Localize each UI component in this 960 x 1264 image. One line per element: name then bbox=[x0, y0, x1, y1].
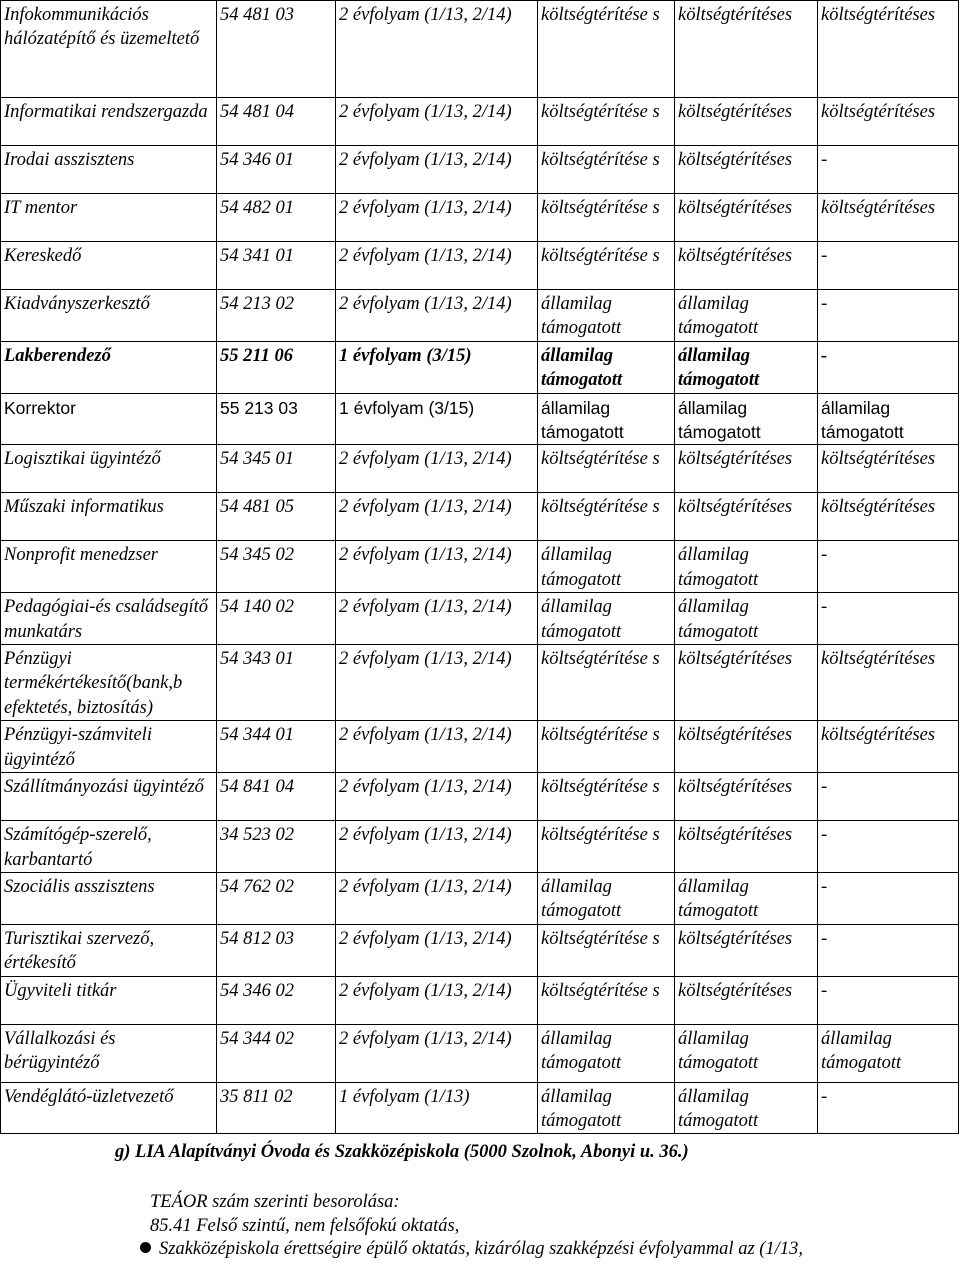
table-row bbox=[1, 821, 959, 873]
table-row bbox=[1, 393, 959, 445]
funding-col6-cell: költségtérítéses bbox=[818, 194, 959, 242]
course-code-cell: 54 213 02 bbox=[217, 290, 336, 342]
funding-col5-cell: költségtérítéses bbox=[675, 194, 818, 242]
course-name-cell: Korrektor bbox=[1, 393, 217, 445]
funding-col4-cell: államilag támogatott bbox=[538, 1082, 675, 1134]
funding-col6-cell: - bbox=[818, 242, 959, 290]
course-code-cell: 54 812 03 bbox=[217, 924, 336, 976]
table-row bbox=[1, 541, 959, 593]
funding-col6-cell: - bbox=[818, 541, 959, 593]
duration-cell: 2 évfolyam (1/13, 2/14) bbox=[336, 721, 538, 773]
bullet-item bbox=[140, 1239, 803, 1260]
funding-col4-cell: államilag támogatott bbox=[538, 1024, 675, 1082]
funding-col6-cell: államilag támogatott bbox=[818, 393, 959, 445]
funding-col4-cell: költségtérítése s bbox=[538, 721, 675, 773]
duration-cell: 2 évfolyam (1/13, 2/14) bbox=[336, 541, 538, 593]
funding-col5-cell: államilag támogatott bbox=[675, 541, 818, 593]
funding-col5-cell: költségtérítéses bbox=[675, 773, 818, 821]
table-row bbox=[1, 493, 959, 541]
course-name-cell: Szállítmányozási ügyintéző bbox=[1, 773, 217, 821]
course-code-cell: 54 841 04 bbox=[217, 773, 336, 821]
funding-col6-cell: költségtérítéses bbox=[818, 98, 959, 146]
funding-col4-cell: költségtérítése s bbox=[538, 773, 675, 821]
funding-col6-cell: - bbox=[818, 290, 959, 342]
funding-col4-cell: költségtérítése s bbox=[538, 194, 675, 242]
course-name-cell: Ügyviteli titkár bbox=[1, 976, 217, 1024]
funding-col6-cell: - bbox=[818, 821, 959, 873]
funding-col5-cell: költségtérítéses bbox=[675, 445, 818, 493]
table-row bbox=[1, 976, 959, 1024]
table-row bbox=[1, 773, 959, 821]
funding-col5-cell: államilag támogatott bbox=[675, 290, 818, 342]
course-name-cell: IT mentor bbox=[1, 194, 217, 242]
funding-col6-cell: költségtérítéses bbox=[818, 645, 959, 721]
funding-col4-cell: költségtérítése s bbox=[538, 645, 675, 721]
duration-cell: 1 évfolyam (3/15) bbox=[336, 393, 538, 445]
duration-cell: 1 évfolyam (3/15) bbox=[336, 341, 538, 393]
course-code-cell: 54 346 01 bbox=[217, 146, 336, 194]
funding-col6-cell: költségtérítéses bbox=[818, 445, 959, 493]
funding-col5-cell: államilag támogatott bbox=[675, 872, 818, 924]
funding-col6-cell: - bbox=[818, 924, 959, 976]
funding-col5-cell: költségtérítéses bbox=[675, 146, 818, 194]
funding-col4-cell: költségtérítése s bbox=[538, 821, 675, 873]
duration-cell: 1 évfolyam (1/13) bbox=[336, 1082, 538, 1134]
funding-col4-cell: államilag támogatott bbox=[538, 541, 675, 593]
funding-col6-cell: - bbox=[818, 976, 959, 1024]
table-row bbox=[1, 445, 959, 493]
duration-cell: 2 évfolyam (1/13, 2/14) bbox=[336, 593, 538, 645]
duration-cell: 2 évfolyam (1/13, 2/14) bbox=[336, 773, 538, 821]
course-code-cell: 54 344 01 bbox=[217, 721, 336, 773]
duration-cell: 2 évfolyam (1/13, 2/14) bbox=[336, 1, 538, 98]
course-code-cell: 54 344 02 bbox=[217, 1024, 336, 1082]
funding-col4-cell: költségtérítése s bbox=[538, 976, 675, 1024]
funding-col6-cell: költségtérítéses bbox=[818, 493, 959, 541]
table-row bbox=[1, 146, 959, 194]
table-row bbox=[1, 290, 959, 342]
duration-cell: 2 évfolyam (1/13, 2/14) bbox=[336, 924, 538, 976]
course-code-cell: 54 345 02 bbox=[217, 541, 336, 593]
funding-col5-cell: államilag támogatott bbox=[675, 1024, 818, 1082]
funding-col6-cell: - bbox=[818, 146, 959, 194]
duration-cell: 2 évfolyam (1/13, 2/14) bbox=[336, 98, 538, 146]
table-row bbox=[1, 924, 959, 976]
bullet-text: Szakközépiskola érettségire épülő oktatás, kizárólag szakképzési évfolyammal az (1/13, bbox=[159, 1239, 803, 1259]
course-code-cell: 54 481 03 bbox=[217, 1, 336, 98]
funding-col4-cell: költségtérítése s bbox=[538, 242, 675, 290]
funding-col5-cell: költségtérítéses bbox=[675, 645, 818, 721]
duration-cell: 2 évfolyam (1/13, 2/14) bbox=[336, 872, 538, 924]
funding-col5-cell: államilag támogatott bbox=[675, 341, 818, 393]
funding-col6-cell: - bbox=[818, 872, 959, 924]
course-name-cell: Pénzügyi termékértékesítő(bank,b efektetés, biztosítás) bbox=[1, 645, 217, 721]
course-name-cell: Szociális asszisztens bbox=[1, 872, 217, 924]
duration-cell: 2 évfolyam (1/13, 2/14) bbox=[336, 146, 538, 194]
course-code-cell: 54 343 01 bbox=[217, 645, 336, 721]
table-row bbox=[1, 242, 959, 290]
funding-col6-cell: - bbox=[818, 593, 959, 645]
table-row bbox=[1, 98, 959, 146]
course-code-cell: 35 811 02 bbox=[217, 1082, 336, 1134]
course-name-cell: Infokommunikációs hálózatépítő és üzemeltető bbox=[1, 1, 217, 98]
course-name-cell: Pénzügyi-számviteli ügyintéző bbox=[1, 721, 217, 773]
table-row bbox=[1, 1082, 959, 1134]
table-row bbox=[1, 194, 959, 242]
funding-col4-cell: államilag támogatott bbox=[538, 341, 675, 393]
course-code-cell: 54 762 02 bbox=[217, 872, 336, 924]
course-code-cell: 54 482 01 bbox=[217, 194, 336, 242]
funding-col5-cell: költségtérítéses bbox=[675, 721, 818, 773]
table-row bbox=[1, 645, 959, 721]
funding-col6-cell: államilag támogatott bbox=[818, 1024, 959, 1082]
duration-cell: 2 évfolyam (1/13, 2/14) bbox=[336, 493, 538, 541]
training-table-body bbox=[1, 1, 959, 1134]
duration-cell: 2 évfolyam (1/13, 2/14) bbox=[336, 976, 538, 1024]
course-name-cell: Irodai asszisztens bbox=[1, 146, 217, 194]
section-title: g) LIA Alapítványi Óvoda és Szakközépiskola (5000 Szolnok, Abonyi u. 36.) bbox=[115, 1142, 689, 1162]
table-row bbox=[1, 721, 959, 773]
funding-col4-cell: költségtérítése s bbox=[538, 1, 675, 98]
funding-col6-cell: - bbox=[818, 773, 959, 821]
duration-cell: 2 évfolyam (1/13, 2/14) bbox=[336, 194, 538, 242]
course-code-cell: 54 481 05 bbox=[217, 493, 336, 541]
course-name-cell: Kereskedő bbox=[1, 242, 217, 290]
funding-col4-cell: államilag támogatott bbox=[538, 593, 675, 645]
funding-col4-cell: költségtérítése s bbox=[538, 98, 675, 146]
course-code-cell: 55 213 03 bbox=[217, 393, 336, 445]
course-code-cell: 54 341 01 bbox=[217, 242, 336, 290]
course-name-cell: Számítógép-szerelő, karbantartó bbox=[1, 821, 217, 873]
course-code-cell: 55 211 06 bbox=[217, 341, 336, 393]
course-name-cell: Vállalkozási és bérügyintéző bbox=[1, 1024, 217, 1082]
funding-col5-cell: államilag támogatott bbox=[675, 593, 818, 645]
duration-cell: 2 évfolyam (1/13, 2/14) bbox=[336, 445, 538, 493]
course-code-cell: 54 140 02 bbox=[217, 593, 336, 645]
funding-col4-cell: államilag támogatott bbox=[538, 393, 675, 445]
funding-col5-cell: költségtérítéses bbox=[675, 1, 818, 98]
bullet-dot-icon bbox=[140, 1242, 151, 1253]
funding-col5-cell: költségtérítéses bbox=[675, 924, 818, 976]
duration-cell: 2 évfolyam (1/13, 2/14) bbox=[336, 645, 538, 721]
table-row bbox=[1, 1024, 959, 1082]
duration-cell: 2 évfolyam (1/13, 2/14) bbox=[336, 821, 538, 873]
table-row bbox=[1, 872, 959, 924]
course-name-cell: Kiadványszerkesztő bbox=[1, 290, 217, 342]
funding-col4-cell: költségtérítése s bbox=[538, 493, 675, 541]
course-name-cell: Logisztikai ügyintéző bbox=[1, 445, 217, 493]
funding-col4-cell: költségtérítése s bbox=[538, 924, 675, 976]
funding-col5-cell: költségtérítéses bbox=[675, 821, 818, 873]
funding-col6-cell: költségtérítéses bbox=[818, 721, 959, 773]
duration-cell: 2 évfolyam (1/13, 2/14) bbox=[336, 242, 538, 290]
funding-col4-cell: költségtérítése s bbox=[538, 146, 675, 194]
course-name-cell: Vendéglátó-üzletvezető bbox=[1, 1082, 217, 1134]
funding-col4-cell: költségtérítése s bbox=[538, 445, 675, 493]
course-name-cell: Pedagógiai-és családsegítő munkatárs bbox=[1, 593, 217, 645]
funding-col4-cell: államilag támogatott bbox=[538, 290, 675, 342]
duration-cell: 2 évfolyam (1/13, 2/14) bbox=[336, 1024, 538, 1082]
course-name-cell: Műszaki informatikus bbox=[1, 493, 217, 541]
funding-col5-cell: államilag támogatott bbox=[675, 1082, 818, 1134]
funding-col6-cell: - bbox=[818, 341, 959, 393]
course-name-cell: Turisztikai szervező, értékesítő bbox=[1, 924, 217, 976]
funding-col5-cell: államilag támogatott bbox=[675, 393, 818, 445]
funding-col5-cell: költségtérítéses bbox=[675, 98, 818, 146]
funding-col6-cell: költségtérítéses bbox=[818, 1, 959, 98]
table-row bbox=[1, 593, 959, 645]
table-row bbox=[1, 1, 959, 98]
course-name-cell: Nonprofit menedzser bbox=[1, 541, 217, 593]
funding-col4-cell: államilag támogatott bbox=[538, 872, 675, 924]
funding-col5-cell: költségtérítéses bbox=[675, 493, 818, 541]
teaor-value: 85.41 Felső szintű, nem felsőfokú oktatás, bbox=[150, 1216, 460, 1236]
course-name-cell: Lakberendező bbox=[1, 341, 217, 393]
course-code-cell: 54 346 02 bbox=[217, 976, 336, 1024]
course-code-cell: 34 523 02 bbox=[217, 821, 336, 873]
teaor-label: TEÁOR szám szerinti besorolása: bbox=[150, 1192, 400, 1212]
funding-col5-cell: költségtérítéses bbox=[675, 976, 818, 1024]
course-code-cell: 54 345 01 bbox=[217, 445, 336, 493]
funding-col5-cell: költségtérítéses bbox=[675, 242, 818, 290]
course-name-cell: Informatikai rendszergazda bbox=[1, 98, 217, 146]
course-code-cell: 54 481 04 bbox=[217, 98, 336, 146]
duration-cell: 2 évfolyam (1/13, 2/14) bbox=[336, 290, 538, 342]
funding-col6-cell: - bbox=[818, 1082, 959, 1134]
table-row bbox=[1, 341, 959, 393]
